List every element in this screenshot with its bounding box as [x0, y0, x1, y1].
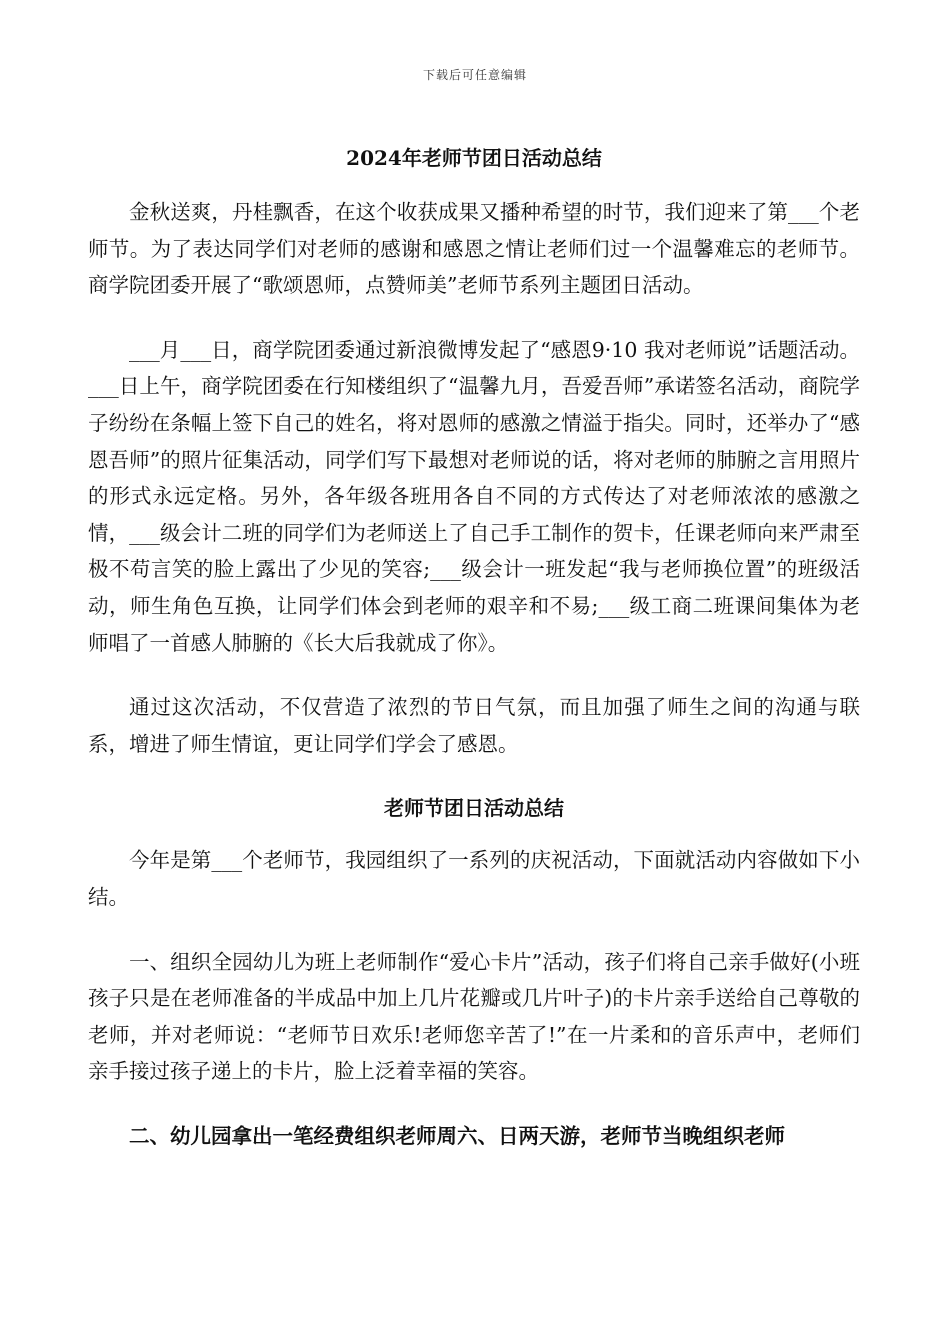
paragraph-conclusion: 通过这次活动，不仅营造了浓烈的节日气氛，而且加强了师生之间的沟通与联系，增进了师生情谊，更让同学们学会了感恩。	[88, 695, 860, 756]
paragraph-section-intro: 今年是第___个老师节，我园组织了一系列的庆祝活动，下面就活动内容做如下小结。	[88, 848, 860, 909]
paragraph-activities: ___月___日，商学院团委通过新浪微博发起了“感恩9·10 我对老师说”话题活动。___日上午，商学院团委在行知楼组织了“温馨九月，吾爱吾师”承诺签名活动，商院学子纷纷在条幅上签下自己的姓名，将对恩师的感激之情溢于指尖。同时，还举办了“感恩吾师”的照片征集活动，同学们写下最想对老师说的话，将对老师的肺腑之言用照片的形式永远定格。另外，各年级各班用各自不同的方式传达了对老师浓浓的感激之情，___级会计二班的同学们为老师送上了自己手工制作的贺卡，任课老师向来严肃至极不苟言笑的脸上露出了少见的笑容;___级会计一班发起“我与老师换位置”的班级活动，师生角色互换，让同学们体会到老师的艰辛和不易;___级工商二班课间集体为老师唱了一首感人肺腑的《长大后我就成了你》。	[88, 337, 860, 655]
paragraph-intro: 金秋送爽，丹桂飘香，在这个收获成果又播种希望的时节，我们迎来了第___个老师节。为了表达同学们对老师的感谢和感恩之情让老师们过一个温馨难忘的老师节。商学院团委开展了“歌颂恩师，点赞师美”老师节系列主题团日活动。	[88, 200, 860, 298]
section-title: 老师节团日活动总结	[384, 796, 564, 821]
document-body	[88, 140, 860, 1154]
paragraph-section-item-1: 一、组织全园幼儿为班上老师制作“爱心卡片”活动，孩子们将自己亲手做好(小班孩子只是在老师准备的半成品中加上几片花瓣或几片叶子)的卡片亲手送给自己尊敬的老师，并对老师说：“老师节日欢乐!老师您辛苦了!”在一片柔和的音乐声中，老师们亲手接过孩子递上的卡片，脸上泛着幸福的笑容。	[88, 949, 860, 1084]
paragraph-section-item-2: 二、幼儿园拿出一笔经费组织老师周六、日两天游，老师节当晚组织老师	[129, 1123, 785, 1148]
header-note: 下载后可任意编辑	[422, 68, 527, 82]
document-title: 2024年老师节团日活动总结	[346, 146, 602, 170]
